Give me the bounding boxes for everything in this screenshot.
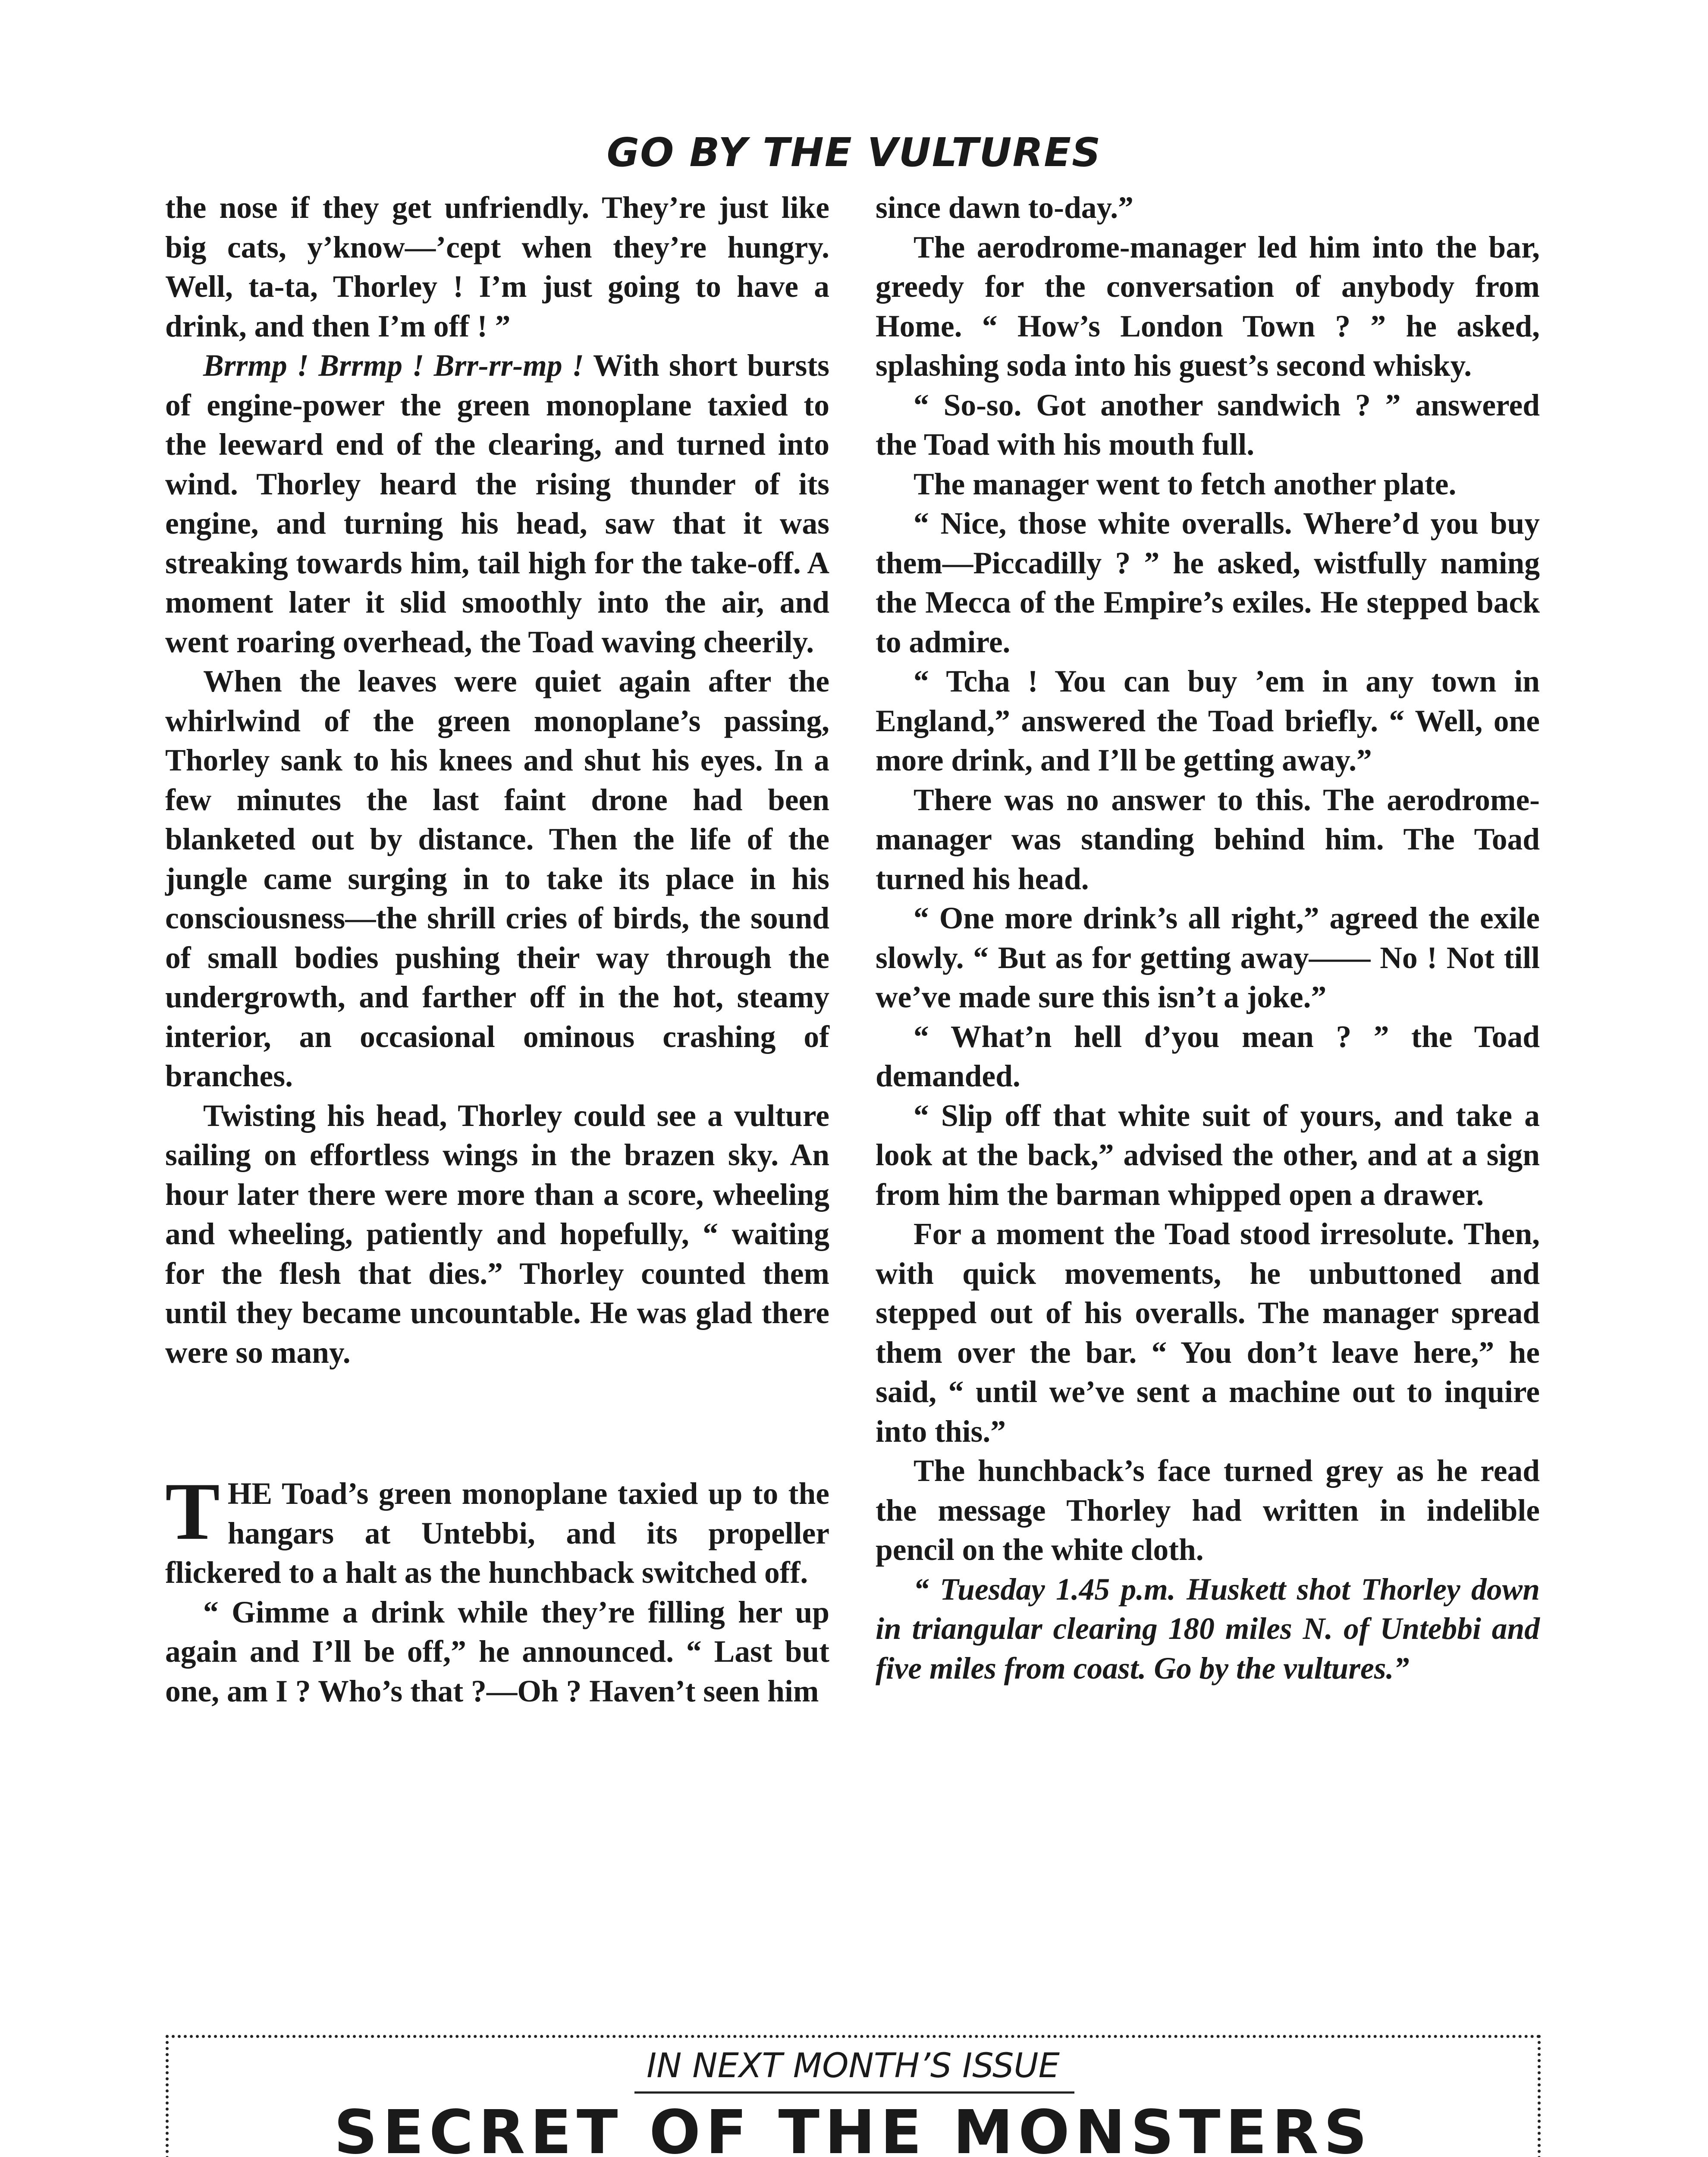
paragraph: “ What’n hell d’you mean ? ” the Toad demanded. [876,1019,1540,1093]
paragraph: the nose if they get unfriendly. They’re just like big cats, y’know—’cept when they’re hungry. Well, ta-ta, Thorley ! I’m just going to have a drink, and then I’m off ! ” [165,191,829,343]
paragraph: There was no answer to this. The aerodrome-manager was standing behind him. The Toad turned his head. [876,783,1540,896]
paragraph [165,346,829,662]
paragraph: The manager went to fetch another plate. [914,467,1457,501]
next-issue-notice [166,2035,1541,2157]
paragraph: “ Slip off that white suit of yours, and take a look at the back,” advised the other, and at a sign from him the barman whipped open a drawer. [876,1098,1540,1212]
drop-cap: T [165,1466,220,1557]
message-paragraph: “ Tuesday 1.45 p.m. Huskett shot Thorley down in triangular clearing 180 miles N. of Untebbi and five miles from coast. Go by the vultures.” [876,1572,1540,1685]
paragraph: For a moment the Toad stood irresolute. Then, with quick movements, he unbuttoned and stepped out of his overalls. The manager spread them over the bar. “ You don’t leave here,” he said, “ until we’ve sent a machine out to inquire into this.” [876,1217,1540,1449]
paragraph: “ Tcha ! You can buy ’em in any town in England,” answered the Toad briefly. “ Well, one more drink, and I’ll be getting away.” [876,664,1540,777]
paragraph: since dawn to-day.” [876,191,1133,225]
engine-sound-text: Brrmp ! Brrmp ! Brr-rr-mp ! [203,349,584,383]
paragraph-text: With short bursts of engine-power the green monoplane taxied to the leeward end of the clearing, and turned into wind. Thorley heard the rising thunder of its engine, and turning his head, saw that it was streaking towards him, tail high for the take-off. A moment later it slid smoothly into the air, and went roaring overhead, the Toad waving cheerily. [165,349,829,659]
running-head: GO BY THE VULTURES [606,129,1102,176]
right-column [876,188,1540,1688]
paragraph: “ Gimme a drink while they’re filling her up again and I’ll be off,” he announced. “ Last but one, am I ? Who’s that ?—Oh ? Haven’t seen him [165,1595,829,1708]
notice-label: IN NEXT MONTH’S ISSUE [647,2047,1060,2085]
paragraph: Twisting his head, Thorley could see a vulture sailing on effortless wings in the brazen sky. An hour later there were more than a score, wheeling and wheeling, patiently and hopefully, “ waiting for the flesh that dies.” Thorley counted them until they became uncountable. He was glad there were so many. [165,1098,829,1370]
paragraph: “ One more drink’s all right,” agreed the exile slowly. “ But as for getting away—— No ! Not till we’ve made sure this isn’t a joke.” [876,901,1540,1014]
section-start-paragraph [165,1466,829,1593]
paragraph: When the leaves were quiet again after the whirlwind of the green monoplane’s passing, Thorley sank to his knees and shut his eyes. In a few minutes the last faint drone had been blanketed out by distance. Then the life of the jungle came surging in to take its place in his consciousness—the shrill cries of birds, the sound of small bodies pushing their way through the undergrowth, and farther off in the hot, steamy interior, an occasional ominous crashing of branches. [165,664,829,1093]
left-column [165,188,829,1711]
notice-divider [634,2091,1074,2094]
paragraph: “ Nice, those white overalls. Where’d you buy them—Piccadilly ? ” he asked, wistfully naming the Mecca of the Empire’s exiles. He stepped back to admire. [876,506,1540,659]
notice-title: SECRET OF THE MONSTERS [334,2097,1372,2157]
paragraph: The aerodrome-manager led him into the bar, greedy for the conversation of anybody from Home. “ How’s London Town ? ” he asked, splashing soda into his guest’s second whisky. [876,230,1540,383]
paragraph-text: HE Toad’s green monoplane taxied up to the hangars at Untebbi, and its propeller flickered to a halt as the hunchback switched off. [165,1477,829,1590]
paragraph: The hunchback’s face turned grey as he read the message Thorley had written in indelible pencil on the white cloth. [876,1454,1540,1567]
paragraph: “ So-so. Got another sandwich ? ” answered the Toad with his mouth full. [876,388,1540,462]
